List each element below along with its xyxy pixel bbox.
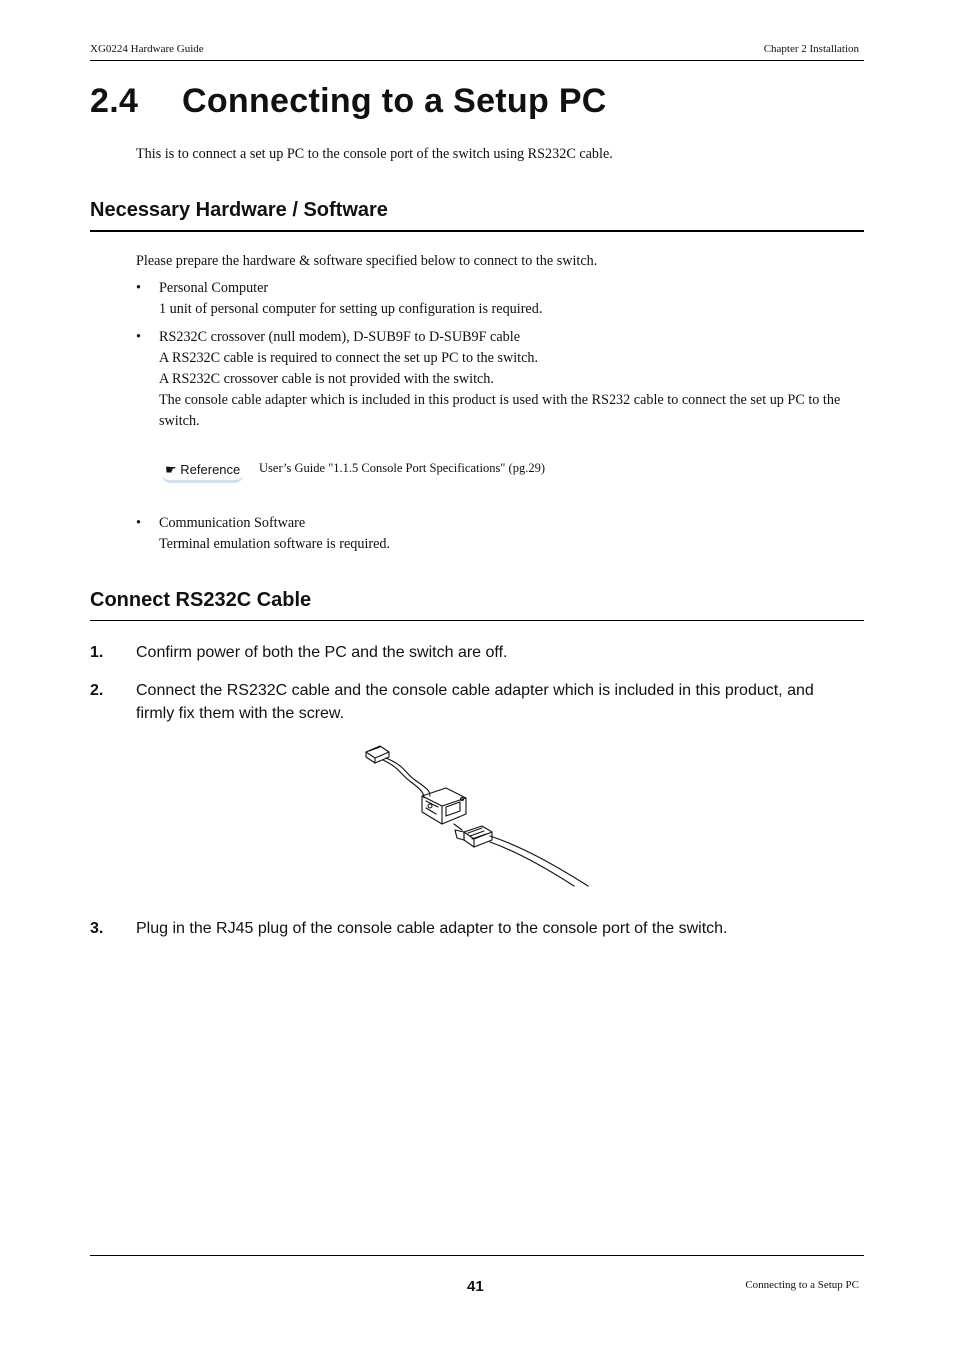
page-title bbox=[90, 82, 607, 121]
section-number: 2.4 bbox=[90, 82, 139, 120]
heading-rule bbox=[90, 230, 864, 232]
item-line: 1 unit of personal computer for setting up configuration is required. bbox=[159, 301, 543, 317]
item-title: Communication Software bbox=[159, 515, 306, 531]
item-line: The console cable adapter which is included in this product is used with the RS232 cable to connect the set up PC to the switch. bbox=[159, 392, 841, 429]
step-number: 3. bbox=[90, 920, 104, 937]
item-title: Personal Computer bbox=[159, 280, 269, 296]
list-item bbox=[136, 513, 866, 555]
step-number: 2. bbox=[90, 682, 104, 699]
heading-necessary-hardware-software: Necessary Hardware / Software bbox=[90, 199, 388, 221]
bullet: • bbox=[136, 329, 141, 345]
reference-note bbox=[162, 461, 545, 483]
step-item bbox=[90, 679, 850, 725]
running-header-right: Chapter 2 Installation bbox=[763, 43, 859, 55]
cable-adapter-illustration bbox=[360, 744, 600, 894]
section-title: Connecting to a Setup PC bbox=[182, 82, 607, 120]
step-item bbox=[90, 641, 850, 664]
header-rule bbox=[90, 60, 864, 61]
heading-connect-rs232c-cable: Connect RS232C Cable bbox=[90, 589, 312, 611]
intro-paragraph: This is to connect a set up PC to the console port of the switch using RS232C cable. bbox=[136, 146, 613, 162]
reference-label: Reference bbox=[180, 462, 241, 477]
list-item bbox=[136, 327, 866, 432]
step-item bbox=[90, 917, 850, 940]
step-text: Confirm power of both the PC and the switch are off. bbox=[136, 644, 508, 661]
page-number: 41 bbox=[467, 1278, 484, 1295]
running-footer-right: Connecting to a Setup PC bbox=[745, 1279, 859, 1291]
heading-rule bbox=[90, 620, 864, 621]
item-line: A RS232C cable is required to connect the set up PC to the switch. bbox=[159, 350, 539, 366]
bullet: • bbox=[136, 515, 141, 531]
pointing-hand-icon: ☛ bbox=[165, 462, 177, 477]
item-title: RS232C crossover (null modem), D-SUB9F to D-SUB9F cable bbox=[159, 329, 520, 345]
step-text: Connect the RS232C cable and the console cable adapter which is included in this product, and firmly fix them with the screw. bbox=[136, 682, 814, 722]
reference-link[interactable]: User’s Guide "1.1.5 Console Port Specifications" (pg.29) bbox=[259, 461, 545, 475]
running-header-left: XG0224 Hardware Guide bbox=[90, 43, 204, 55]
section1-lead: Please prepare the hardware & software specified below to connect to the switch. bbox=[136, 253, 598, 269]
bullet: • bbox=[136, 280, 141, 296]
footer-rule bbox=[90, 1255, 864, 1256]
item-line: Terminal emulation software is required. bbox=[159, 536, 391, 552]
step-number: 1. bbox=[90, 644, 104, 661]
item-line: A RS232C crossover cable is not provided with the switch. bbox=[159, 371, 494, 387]
list-item bbox=[136, 278, 866, 320]
step-text: Plug in the RJ45 plug of the console cable adapter to the console port of the switch. bbox=[136, 920, 728, 937]
reference-badge bbox=[162, 462, 243, 483]
